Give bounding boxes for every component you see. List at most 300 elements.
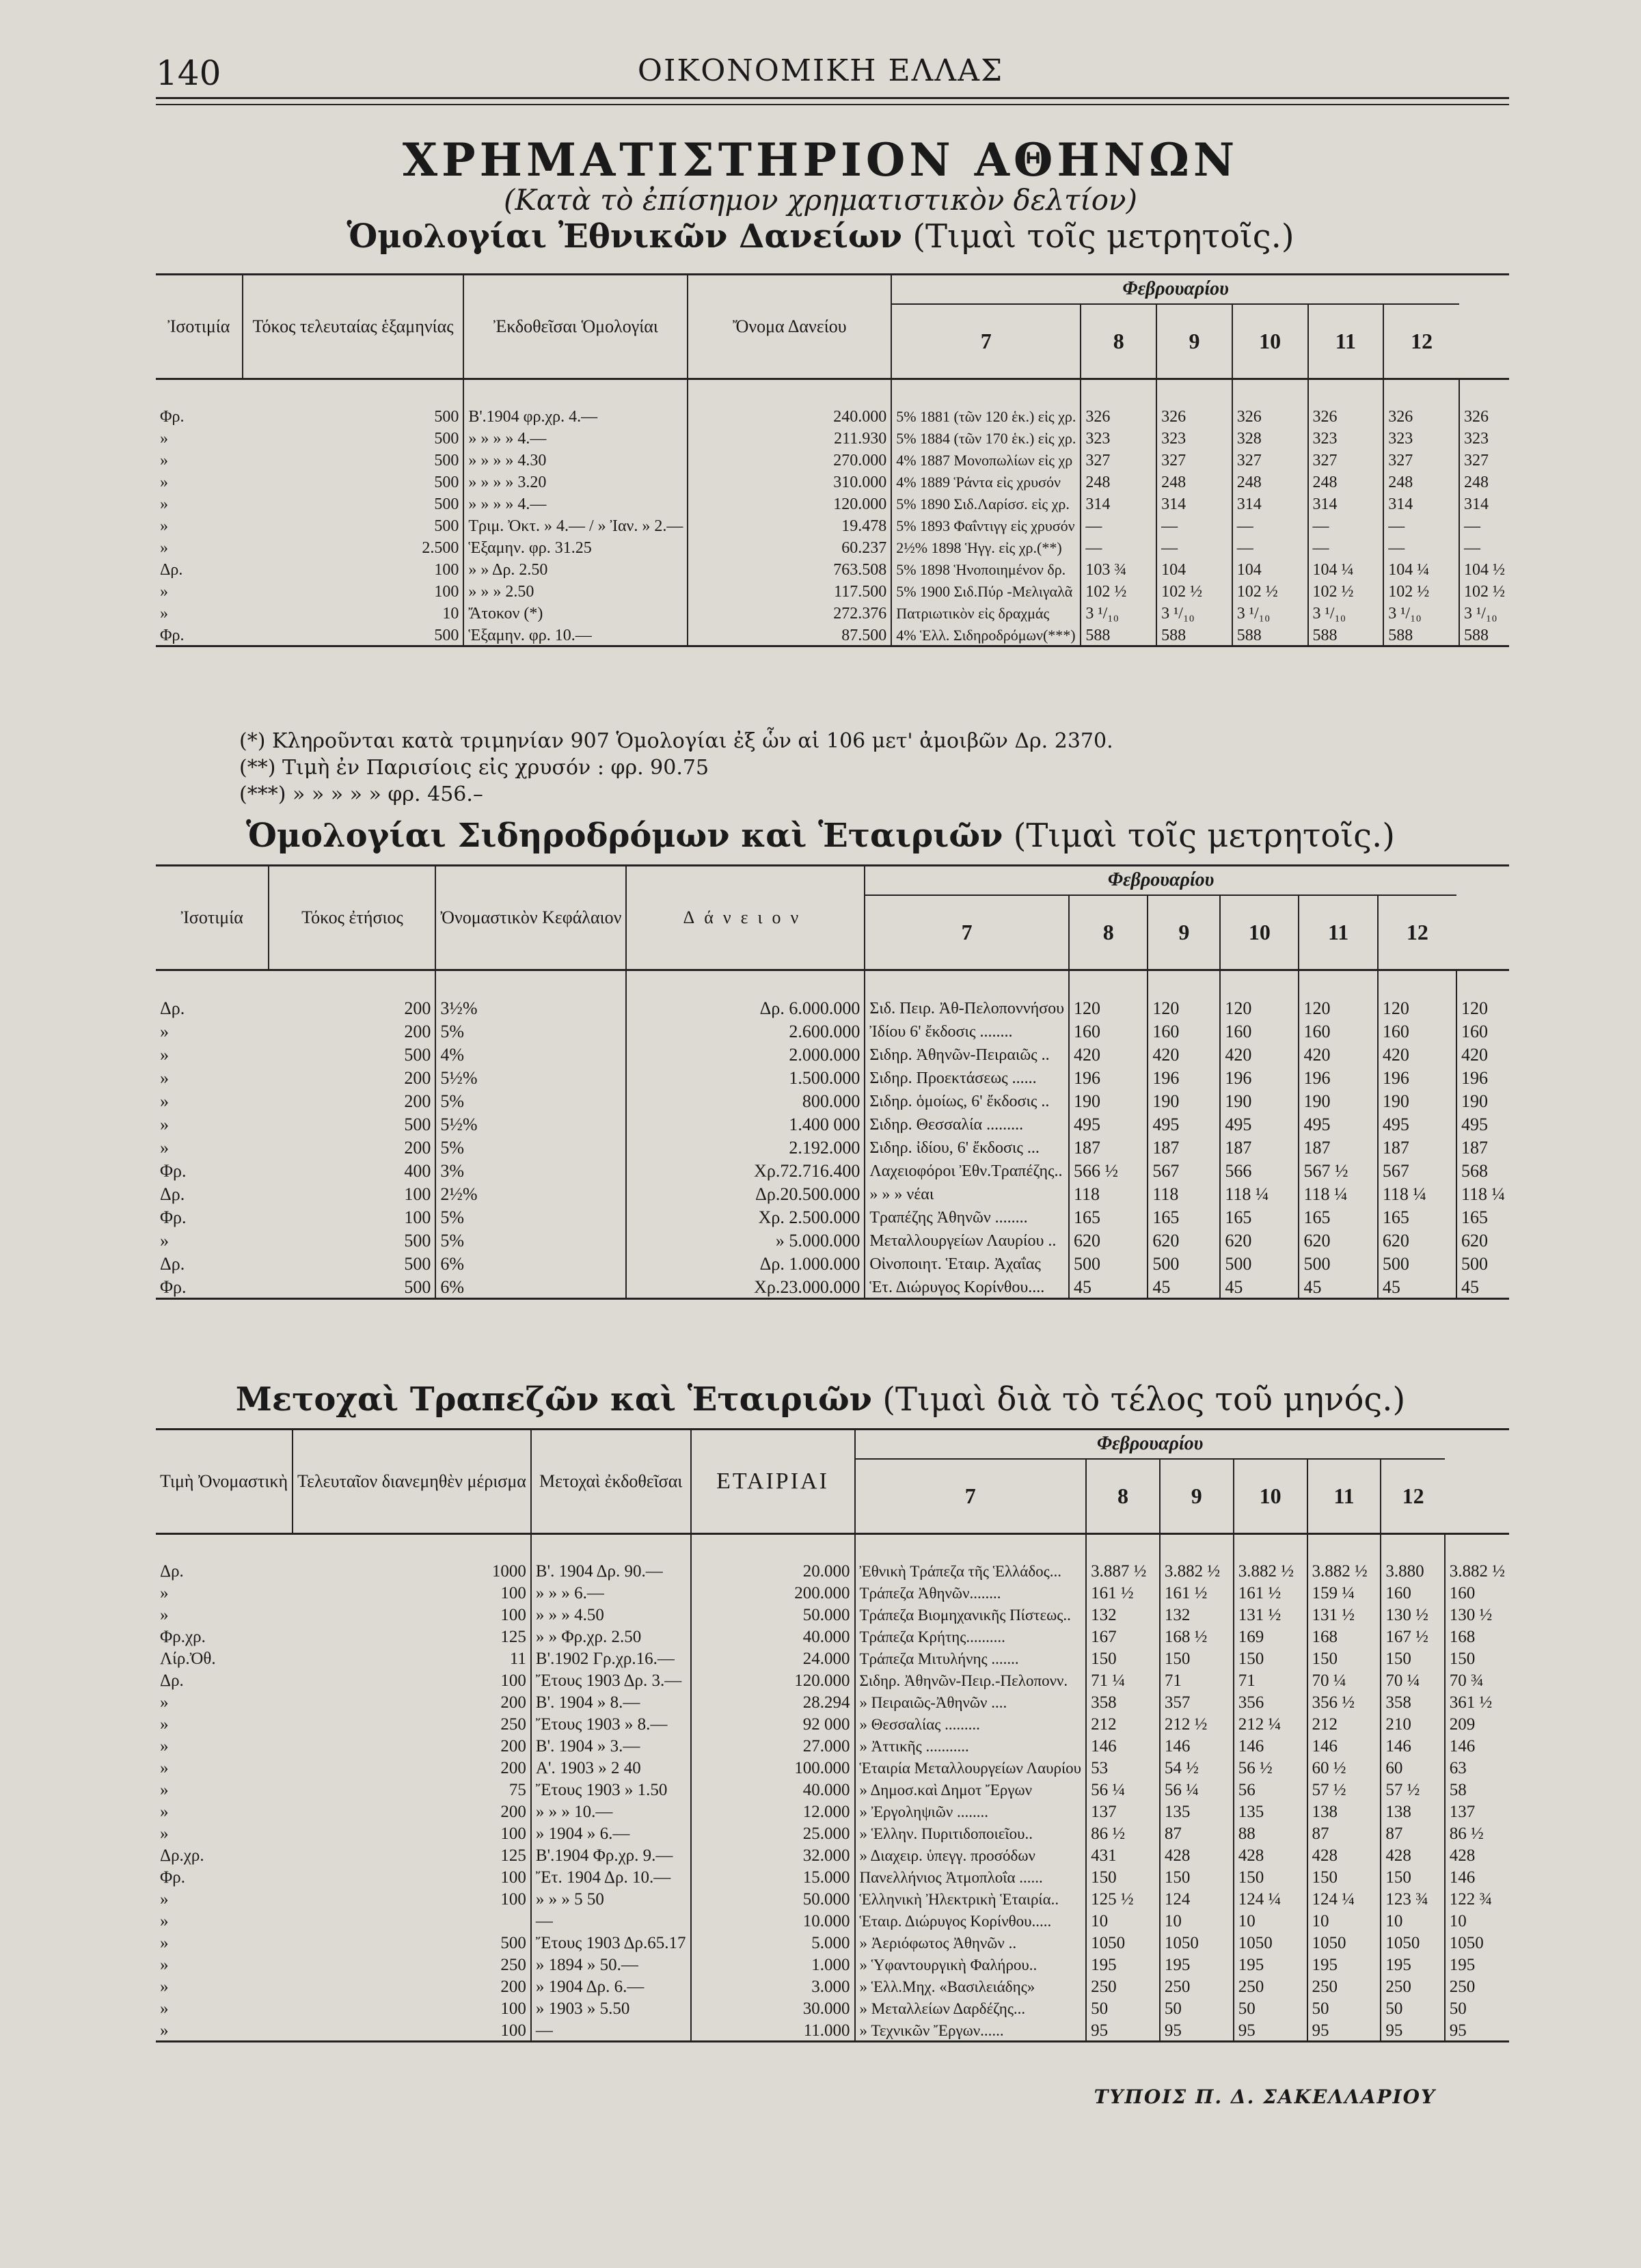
cell-name: Σιδηρ. ἰδίου, 6' ἔκδοσις ... <box>865 1135 1069 1158</box>
cell-amount: 19.478 <box>688 514 891 536</box>
cell-price-day-7: 588 <box>1081 623 1156 646</box>
cell-amount: 32.000 <box>691 1844 855 1866</box>
cell-price-day-8: 588 <box>1156 623 1232 646</box>
cell-price-day-10: 168 <box>1307 1625 1381 1647</box>
table-row <box>156 1228 1509 1251</box>
cell-price-day-9: 495 <box>1220 1112 1299 1135</box>
cell-coupon: » » Φρ.χρ. 2.50 <box>531 1625 691 1647</box>
cell-price-day-9: 135 <box>1234 1800 1307 1822</box>
cell-name: » Διαχειρ. ὑπεγγ. προσόδων <box>855 1844 1087 1866</box>
col-coupon: Τόκος ἐτήσιος <box>269 866 435 970</box>
cell-price-day-10: 500 <box>1299 1251 1377 1274</box>
section2-heading-note: (Τιμαὶ τοῖς μετρητοῖς.) <box>1013 817 1396 855</box>
cell-coupon: Β'.1904 Φρ.χρ. 9.— <box>531 1844 691 1866</box>
cell-price-day-9: 120 <box>1220 970 1299 1020</box>
table-row <box>156 1065 1509 1089</box>
cell-price-day-7: 248 <box>1081 470 1156 492</box>
cell-par: 200 <box>404 1022 431 1041</box>
cell-price-day-9: 314 <box>1232 492 1308 514</box>
cell-amount: 240.000 <box>688 379 891 427</box>
table-row <box>156 1534 1509 1582</box>
cell-price-day-9: 356 <box>1234 1691 1307 1712</box>
cell-par: 400 <box>404 1161 431 1181</box>
cell-price-day-9: — <box>1232 536 1308 558</box>
cell-name: Ἑταιρία Μεταλλουργείων Λαυρίου <box>855 1756 1087 1778</box>
cell-price-day-7: 190 <box>1069 1089 1148 1112</box>
cell-unit: » <box>160 582 168 601</box>
cell-price-day-8: 428 <box>1160 1844 1234 1866</box>
cell-price-day-12: 146 <box>1445 1734 1509 1756</box>
cell-price-day-8: 132 <box>1160 1603 1234 1625</box>
cell-price-day-8: 104 <box>1156 558 1232 579</box>
cell-price-day-12: 420 <box>1456 1042 1509 1065</box>
cell-par: 100 <box>500 1606 526 1624</box>
cell-amount: 800.000 <box>626 1089 865 1112</box>
table-row <box>156 1953 1509 1975</box>
cell-price-day-10: 1050 <box>1307 1931 1381 1953</box>
table-row <box>156 1997 1509 2019</box>
cell-price-day-12: 160 <box>1456 1019 1509 1042</box>
cell-price-day-11: 123 ¾ <box>1381 1887 1444 1909</box>
cell-price-day-12: 146 <box>1445 1866 1509 1887</box>
cell-price-day-10: 567 ½ <box>1299 1158 1377 1181</box>
cell-price-day-11: 87 <box>1381 1822 1444 1844</box>
cell-price-day-9: 160 <box>1220 1019 1299 1042</box>
cell-par: 100 <box>500 1671 526 1690</box>
cell-amount: 50.000 <box>691 1887 855 1909</box>
cell-coupon: Ἑξαμην. φρ. 31.25 <box>463 536 688 558</box>
cell-price-day-11: 146 <box>1381 1734 1444 1756</box>
cell-price-day-7: 137 <box>1086 1800 1160 1822</box>
cell-unit: Δρ. <box>160 1671 184 1690</box>
cell-name: Λαχειοφόροι Ἐθν.Τραπέζης.. <box>865 1158 1069 1181</box>
cell-price-day-9: — <box>1232 514 1308 536</box>
cell-par: 500 <box>500 1934 526 1952</box>
col-par: Ἰσοτιμία <box>167 316 230 337</box>
table-row <box>156 1112 1509 1135</box>
cell-price-day-9: 169 <box>1234 1625 1307 1647</box>
cell-price-day-11: 150 <box>1381 1647 1444 1669</box>
table-row <box>156 623 1509 646</box>
cell-unit: Φρ. <box>160 1207 187 1227</box>
cell-unit: Δρ. <box>160 998 185 1018</box>
cell-price-day-7: 103 ¾ <box>1081 558 1156 579</box>
cell-price-day-7: 3.887 ½ <box>1086 1534 1160 1582</box>
cell-coupon: 5% <box>435 1019 626 1042</box>
cell-price-day-7: 327 <box>1081 448 1156 470</box>
cell-price-day-7: 146 <box>1086 1734 1160 1756</box>
cell-price-day-10: 60 ½ <box>1307 1756 1381 1778</box>
cell-amount: 120.000 <box>691 1669 855 1691</box>
cell-price-day-11: 250 <box>1381 1975 1444 1997</box>
cell-price-day-9: 428 <box>1234 1844 1307 1866</box>
cell-par: 200 <box>404 1068 431 1088</box>
cell-amount: 40.000 <box>691 1778 855 1800</box>
cell-amount: 5.000 <box>691 1931 855 1953</box>
cell-price-day-10: 495 <box>1299 1112 1377 1135</box>
table-row <box>156 1778 1509 1800</box>
cell-price-day-8: 326 <box>1156 379 1232 427</box>
table-row <box>156 1089 1509 1112</box>
cell-name: 4% Ἑλλ. Σιδηροδρόμων(***) <box>891 623 1081 646</box>
cell-unit: Φρ. <box>160 1277 187 1297</box>
cell-amount: 12.000 <box>691 1800 855 1822</box>
cell-par: 125 <box>500 1628 526 1646</box>
cell-unit: » <box>160 1115 169 1134</box>
cell-price-day-11: 314 <box>1383 492 1459 514</box>
cell-par: 500 <box>404 1115 431 1134</box>
cell-price-day-12: 250 <box>1445 1975 1509 1997</box>
day-8: 8 <box>1086 1459 1160 1534</box>
bank-shares-table <box>156 1428 1509 2042</box>
cell-price-day-12: 620 <box>1456 1228 1509 1251</box>
table-row <box>156 1800 1509 1822</box>
cell-coupon: 5% <box>435 1205 626 1228</box>
cell-price-day-7: 566 ½ <box>1069 1158 1148 1181</box>
cell-price-day-8: 323 <box>1156 426 1232 448</box>
cell-price-day-12: 3.882 ½ <box>1445 1534 1509 1582</box>
cell-amount: Χρ.72.716.400 <box>626 1158 865 1181</box>
cell-price-day-12: 102 ½ <box>1459 579 1509 601</box>
cell-amount: 3.000 <box>691 1975 855 1997</box>
table-row <box>156 1909 1509 1931</box>
cell-unit: Δρ. <box>160 1254 185 1274</box>
cell-coupon: 5% <box>435 1228 626 1251</box>
cell-unit: » <box>160 538 168 557</box>
cell-price-day-12: 168 <box>1445 1625 1509 1647</box>
cell-par: 500 <box>434 451 459 469</box>
day-9: 9 <box>1148 895 1220 970</box>
cell-price-day-10: 314 <box>1308 492 1384 514</box>
cell-name: 5% 1890 Σιδ.Λαρίσσ. εἰς χρ. <box>891 492 1081 514</box>
cell-price-day-7: 620 <box>1069 1228 1148 1251</box>
cell-price-day-10: 102 ½ <box>1308 579 1384 601</box>
cell-amount: 270.000 <box>688 448 891 470</box>
cell-price-day-8: 567 <box>1148 1158 1220 1181</box>
cell-coupon: 5½% <box>435 1065 626 1089</box>
cell-price-day-9: 95 <box>1234 2019 1307 2042</box>
cell-price-day-7: 187 <box>1069 1135 1148 1158</box>
cell-price-day-10: — <box>1308 536 1384 558</box>
cell-name: 5% 1893 Φαΐντιγγ εἰς χρυσόν <box>891 514 1081 536</box>
cell-price-day-7: 120 <box>1069 970 1148 1020</box>
cell-price-day-7: 314 <box>1081 492 1156 514</box>
cell-amount: 100.000 <box>691 1756 855 1778</box>
col-issued: Ἐκδοθεῖσαι Ὁμολογίαι <box>463 275 688 379</box>
section2-heading <box>0 817 1641 855</box>
cell-name: Σιδ. Πειρ. Ἀθ-Πελοποννήσου <box>865 970 1069 1020</box>
cell-price-day-9: 620 <box>1220 1228 1299 1251</box>
footnote-3: (***) » » » » » φρ. 456.– <box>239 782 483 806</box>
cell-price-day-10: 195 <box>1307 1953 1381 1975</box>
table-row <box>156 1603 1509 1625</box>
table-row <box>156 1822 1509 1844</box>
table-row <box>156 1181 1509 1205</box>
cell-name: Τράπεζα Κρήτης.......... <box>855 1625 1087 1647</box>
cell-price-day-7: 195 <box>1086 1953 1160 1975</box>
section1-heading-note: (Τιμαὶ τοῖς μετρητοῖς.) <box>912 217 1294 256</box>
cell-price-day-7: 250 <box>1086 1975 1160 1997</box>
cell-price-day-11: 500 <box>1378 1251 1456 1274</box>
cell-price-day-12: 70 ¾ <box>1445 1669 1509 1691</box>
cell-price-day-7: 160 <box>1069 1019 1148 1042</box>
cell-name: Σιδηρ. ὁμοίως, 6' ἔκδοσις .. <box>865 1089 1069 1112</box>
cell-price-day-11: 327 <box>1383 448 1459 470</box>
cell-price-day-10: 428 <box>1307 1844 1381 1866</box>
day-8: 8 <box>1081 304 1156 379</box>
cell-unit: » <box>160 604 168 623</box>
cell-price-day-12: 120 <box>1456 970 1509 1020</box>
cell-price-day-8: 56 ¼ <box>1160 1778 1234 1800</box>
cell-unit: » <box>160 1781 169 1799</box>
cell-price-day-10: 196 <box>1299 1065 1377 1089</box>
cell-par: 100 <box>500 2021 526 2040</box>
cell-price-day-12: 122 ¾ <box>1445 1887 1509 1909</box>
cell-price-day-11: 428 <box>1381 1844 1444 1866</box>
cell-price-day-11: 187 <box>1378 1135 1456 1158</box>
cell-amount: Δρ.20.500.000 <box>626 1181 865 1205</box>
cell-par: 200 <box>404 1091 431 1111</box>
cell-price-day-9: 118 ¼ <box>1220 1181 1299 1205</box>
cell-amount: 30.000 <box>691 1997 855 2019</box>
table-row <box>156 1019 1509 1042</box>
table-row <box>156 492 1509 514</box>
cell-par: 500 <box>434 473 459 491</box>
cell-price-day-10: 356 ½ <box>1307 1691 1381 1712</box>
cell-price-day-9: 326 <box>1232 379 1308 427</box>
cell-price-day-9: 102 ½ <box>1232 579 1308 601</box>
cell-price-day-12: 190 <box>1456 1089 1509 1112</box>
cell-amount: 763.508 <box>688 558 891 579</box>
col-month: Φεβρουαρίου <box>891 275 1459 304</box>
cell-price-day-8: — <box>1156 514 1232 536</box>
cell-price-day-10: 150 <box>1307 1647 1381 1669</box>
cell-price-day-9: 150 <box>1234 1866 1307 1887</box>
cell-price-day-8: 95 <box>1160 2019 1234 2042</box>
cell-price-day-8: 160 <box>1148 1019 1220 1042</box>
cell-amount: 2.000.000 <box>626 1042 865 1065</box>
cell-price-day-10: — <box>1308 514 1384 536</box>
cell-price-day-10: 248 <box>1308 470 1384 492</box>
table-row <box>156 1135 1509 1158</box>
cell-price-day-10: 87 <box>1307 1822 1381 1844</box>
cell-price-day-11: 150 <box>1381 1866 1444 1887</box>
cell-price-day-12: 50 <box>1445 1997 1509 2019</box>
cell-amount: 120.000 <box>688 492 891 514</box>
cell-amount: Χρ. 2.500.000 <box>626 1205 865 1228</box>
cell-price-day-8: 500 <box>1148 1251 1220 1274</box>
cell-name: Τράπεζα Μιτυλήνης ....... <box>855 1647 1087 1669</box>
cell-price-day-8: 187 <box>1148 1135 1220 1158</box>
col-month: Φεβρουαρίου <box>855 1430 1445 1459</box>
cell-price-day-10: 250 <box>1307 1975 1381 1997</box>
cell-price-day-10: 212 <box>1307 1712 1381 1734</box>
cell-price-day-9: 212 ¼ <box>1234 1712 1307 1734</box>
cell-price-day-7: 132 <box>1086 1603 1160 1625</box>
cell-price-day-12: 63 <box>1445 1756 1509 1778</box>
cell-name: 2½% 1898 Ἡγγ. εἰς χρ.(**) <box>891 536 1081 558</box>
cell-name: » Ἐργοληψιῶν ........ <box>855 1800 1087 1822</box>
cell-unit: » <box>160 1737 169 1755</box>
cell-name: » Δημοσ.καὶ Δημοτ Ἔργων <box>855 1778 1087 1800</box>
cell-price-day-12: 150 <box>1445 1647 1509 1669</box>
cell-amount: 60.237 <box>688 536 891 558</box>
cell-price-day-8: 3 ¹/₁₀ <box>1156 601 1232 623</box>
cell-par: 100 <box>500 1890 526 1909</box>
cell-coupon: » » » 2.50 <box>463 579 688 601</box>
cell-unit: Φρ. <box>160 407 185 426</box>
cell-price-day-9: 45 <box>1220 1274 1299 1299</box>
cell-par: 500 <box>434 495 459 513</box>
cell-price-day-12: 588 <box>1459 623 1509 646</box>
cell-coupon: » » Δρ. 2.50 <box>463 558 688 579</box>
cell-par: 500 <box>434 429 459 448</box>
cell-price-day-10: 327 <box>1308 448 1384 470</box>
cell-price-day-7: 10 <box>1086 1909 1160 1931</box>
cell-price-day-11: 60 <box>1381 1756 1444 1778</box>
cell-unit: » <box>160 1934 169 1952</box>
cell-par: 500 <box>404 1045 431 1065</box>
col-par: Ἰσοτιμία <box>180 907 243 928</box>
cell-price-day-8: 161 ½ <box>1160 1581 1234 1603</box>
cell-price-day-7: 50 <box>1086 1997 1160 2019</box>
cell-price-day-10: 50 <box>1307 1997 1381 2019</box>
cell-coupon: Ἔτους 1903 Δρ. 3.— <box>531 1669 691 1691</box>
col-loan-name: Ὄνομα Δανείου <box>688 275 891 379</box>
cell-par <box>293 1909 531 1931</box>
cell-unit: » <box>160 1912 169 1930</box>
cell-unit: » <box>160 1890 169 1909</box>
cell-unit: » <box>160 1022 169 1041</box>
cell-coupon: 3½% <box>435 970 626 1020</box>
cell-price-day-8: 196 <box>1148 1065 1220 1089</box>
table-row <box>156 1844 1509 1866</box>
cell-price-day-7: 500 <box>1069 1251 1148 1274</box>
cell-price-day-10: 326 <box>1308 379 1384 427</box>
cell-price-day-9: 3 ¹/₁₀ <box>1232 601 1308 623</box>
cell-price-day-11: 495 <box>1378 1112 1456 1135</box>
cell-price-day-11: 120 <box>1378 970 1456 1020</box>
cell-price-day-11: 118 ¼ <box>1378 1181 1456 1205</box>
cell-price-day-8: 1050 <box>1160 1931 1234 1953</box>
cell-coupon: 6% <box>435 1274 626 1299</box>
day-7: 7 <box>865 895 1069 970</box>
cell-unit: » <box>160 1999 169 2018</box>
page-title: ΧΡΗΜΑΤΙΣΤΗΡΙΟΝ ΑΘΗΝΩΝ <box>402 133 1239 187</box>
cell-price-day-8: 102 ½ <box>1156 579 1232 601</box>
cell-price-day-9: 131 ½ <box>1234 1603 1307 1625</box>
cell-coupon: » » » » 4.30 <box>463 448 688 470</box>
col-coupon: Τόκος τελευταίας ἑξαμηνίας <box>243 275 464 379</box>
col-companies: ΕΤΑΙΡΙΑΙ <box>691 1430 855 1534</box>
table-row <box>156 1274 1509 1299</box>
cell-price-day-9: 248 <box>1232 470 1308 492</box>
cell-coupon: 5% <box>435 1135 626 1158</box>
cell-name: Ἐθνικὴ Τράπεζα τῆς Ἑλλάδος... <box>855 1534 1087 1582</box>
cell-price-day-9: 71 <box>1234 1669 1307 1691</box>
cell-unit: Φρ. <box>160 1161 187 1181</box>
cell-price-day-12: 187 <box>1456 1135 1509 1158</box>
cell-unit: Λίρ.Ὀθ. <box>160 1650 216 1668</box>
cell-coupon: Ἑξαμην. φρ. 10.— <box>463 623 688 646</box>
cell-price-day-7: 495 <box>1069 1112 1148 1135</box>
cell-price-day-8: 45 <box>1148 1274 1220 1299</box>
cell-price-day-7: 118 <box>1069 1181 1148 1205</box>
cell-coupon: Ἔτους 1903 » 1.50 <box>531 1778 691 1800</box>
cell-unit: » <box>160 1091 169 1111</box>
col-dividend: Τελευταῖον διανεμηθὲν μέρισμα <box>293 1430 531 1534</box>
section1-heading <box>0 217 1641 256</box>
cell-unit: » <box>160 1138 169 1158</box>
cell-coupon: » » » » 3.20 <box>463 470 688 492</box>
cell-price-day-11: 195 <box>1381 1953 1444 1975</box>
cell-par: 100 <box>434 582 459 601</box>
table-row <box>156 426 1509 448</box>
cell-amount: 1.400 000 <box>626 1112 865 1135</box>
col-shares-issued: Μετοχαὶ ἐκδοθεῖσαι <box>531 1430 691 1534</box>
cell-price-day-7: 161 ½ <box>1086 1581 1160 1603</box>
cell-name: Οἰνοποιητ. Ἑταιρ. Ἀχαΐας <box>865 1251 1069 1274</box>
cell-name: 4% 1887 Μονοπωλίων εἰς χρ <box>891 448 1081 470</box>
cell-price-day-11: — <box>1383 514 1459 536</box>
cell-unit: » <box>160 495 168 513</box>
cell-coupon: Ἔτους 1903 Δρ.65.17 <box>531 1931 691 1953</box>
section2-heading-bold: Ὁμολογίαι Σιδηροδρόμων καὶ Ἑταιριῶν <box>245 817 1003 855</box>
cell-amount: 2.192.000 <box>626 1135 865 1158</box>
day-10: 10 <box>1220 895 1299 970</box>
cell-price-day-8: 3.882 ½ <box>1160 1534 1234 1582</box>
cell-price-day-7: 56 ¼ <box>1086 1778 1160 1800</box>
cell-amount: Χρ.23.000.000 <box>626 1274 865 1299</box>
cell-coupon: Ἔτ. 1904 Δρ. 10.— <box>531 1866 691 1887</box>
cell-price-day-9: 195 <box>1234 1953 1307 1975</box>
cell-price-day-11: 323 <box>1383 426 1459 448</box>
cell-name: » Θεσσαλίας ......... <box>855 1712 1087 1734</box>
cell-par: 100 <box>404 1207 431 1227</box>
cell-price-day-11: 358 <box>1381 1691 1444 1712</box>
cell-par: 250 <box>500 1956 526 1974</box>
cell-par: 500 <box>434 626 459 644</box>
cell-price-day-8: 50 <box>1160 1997 1234 2019</box>
table-row <box>156 1931 1509 1953</box>
cell-name: » Τεχνικῶν Ἔργων...... <box>855 2019 1087 2042</box>
cell-price-day-10: 3.882 ½ <box>1307 1534 1381 1582</box>
cell-price-day-7: 125 ½ <box>1086 1887 1160 1909</box>
cell-price-day-10: 165 <box>1299 1205 1377 1228</box>
cell-amount: 211.930 <box>688 426 891 448</box>
cell-price-day-12: 165 <box>1456 1205 1509 1228</box>
cell-par: 100 <box>404 1184 431 1204</box>
cell-price-day-7: 150 <box>1086 1647 1160 1669</box>
cell-price-day-9: 104 <box>1232 558 1308 579</box>
cell-price-day-8: 71 <box>1160 1669 1234 1691</box>
cell-par: 500 <box>434 407 459 426</box>
cell-name: Σιδηρ. Ἀθηνῶν-Πειραιῶς .. <box>865 1042 1069 1065</box>
cell-price-day-12: 95 <box>1445 2019 1509 2042</box>
cell-name: Τράπεζα Βιομηχανικῆς Πίστεως.. <box>855 1603 1087 1625</box>
cell-price-day-10: 131 ½ <box>1307 1603 1381 1625</box>
cell-par: 200 <box>500 1737 526 1755</box>
national-loans-table <box>156 273 1509 647</box>
table-row <box>156 1205 1509 1228</box>
cell-price-day-12: 500 <box>1456 1251 1509 1274</box>
cell-unit: » <box>160 451 168 469</box>
cell-name: 5% 1898 Ἡνοποιημένον δρ. <box>891 558 1081 579</box>
cell-price-day-7: 3 ¹/₁₀ <box>1081 601 1156 623</box>
cell-price-day-9: 566 <box>1220 1158 1299 1181</box>
cell-price-day-12: 314 <box>1459 492 1509 514</box>
cell-price-day-11: 50 <box>1381 1997 1444 2019</box>
